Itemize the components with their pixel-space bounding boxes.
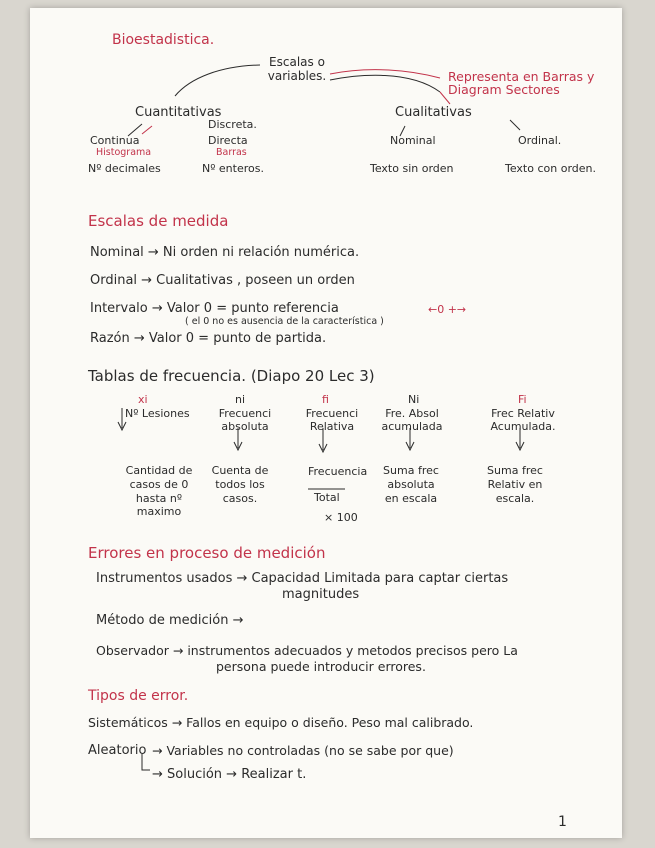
scales-center-label: Escalas o variables. — [267, 55, 327, 83]
discrete-desc: Nº enteros. — [202, 162, 264, 175]
col-name-fi: Frecuenci Relativa — [305, 407, 359, 433]
error-random-2: → Solución → Realizar t. — [152, 767, 307, 782]
error-random-1: → Variables no controladas (no se sabe por que) — [152, 743, 454, 758]
nominal-desc: Texto sin orden — [370, 162, 454, 175]
error-observer: Observador → instrumentos adecuados y metodos precisos pero La — [96, 643, 518, 658]
continuous-label: Continua — [90, 134, 140, 147]
interval-note: ( el 0 no es ausencia de la característica ) — [185, 316, 384, 327]
direct-label: Directa — [208, 134, 248, 147]
representation-note: Representa en Barras y Diagram Sectores — [448, 69, 595, 98]
symbol-Ni: Ni — [408, 393, 420, 406]
quantitative-label: Cuantitativas — [135, 105, 222, 120]
ordinal-desc: Texto con orden. — [505, 162, 596, 175]
measure-item-ratio: Razón → Valor 0 = punto de partida. — [90, 331, 327, 346]
col-desc-fi-multiplier: × 100 — [324, 511, 358, 524]
col-desc-fi-denominator: Total — [314, 491, 340, 504]
notebook-page — [30, 8, 622, 838]
measure-item-ordinal: Ordinal → Cualitativas , poseen un orden — [90, 273, 355, 288]
col-desc-ni: Cuenta de todos los casos. — [211, 464, 269, 505]
symbol-Fi: Fi — [518, 393, 527, 406]
continuous-desc: Nº decimales — [88, 162, 161, 175]
histogram-label: Histograma — [96, 147, 152, 158]
bars-label: Barras — [216, 147, 247, 158]
col-name-Fi: Frec Relativ Acumulada. — [490, 407, 556, 433]
col-name-ni: Frecuenci absoluta — [218, 407, 272, 433]
ordinal-label: Ordinal. — [518, 134, 562, 147]
qualitative-label: Cualitativas — [395, 105, 472, 120]
interval-symbols: ←0 +→ — [428, 303, 467, 316]
nominal-label: Nominal — [390, 134, 436, 147]
error-instruments: Instrumentos usados → Capacidad Limitada para captar ciertas — [96, 571, 509, 586]
col-desc-fi-numerator: Frecuencia — [308, 465, 368, 478]
error-random-label: Aleatorio — [88, 743, 147, 758]
error-types-heading: Tipos de error. — [88, 688, 189, 704]
col-name-xi: Nº Lesiones — [125, 407, 190, 420]
symbol-xi: xi — [138, 393, 148, 406]
col-desc-Fi: Suma frec Relativ en escala. — [487, 464, 543, 505]
col-desc-xi: Cantidad de casos de 0 hasta nº maximo — [125, 464, 193, 519]
error-instruments-cont: magnitudes — [282, 587, 360, 602]
symbol-fi: fi — [322, 393, 329, 406]
errors-heading: Errores en proceso de medición — [88, 544, 326, 562]
error-observer-cont: persona puede introducir errores. — [216, 659, 426, 674]
measure-item-interval: Intervalo → Valor 0 = punto referencia — [90, 301, 339, 316]
discrete-note: Discreta. — [208, 118, 257, 131]
page-number: 1 — [558, 814, 567, 830]
col-name-Ni: Fre. Absol acumulada — [381, 407, 443, 433]
symbol-ni: ni — [235, 393, 246, 406]
measure-heading: Escalas de medida — [88, 212, 229, 230]
error-systematic: Sistemáticos → Fallos en equipo o diseño. Peso mal calibrado. — [88, 715, 474, 730]
error-method: Método de medición → — [96, 613, 244, 628]
col-desc-Ni: Suma frec absoluta en escala — [383, 464, 439, 505]
measure-item-nominal: Nominal → Ni orden ni relación numérica. — [90, 245, 360, 260]
page-title: Bioestadistica. — [112, 32, 215, 48]
frequency-heading: Tablas de frecuencia. (Diapo 20 Lec 3) — [88, 367, 375, 385]
